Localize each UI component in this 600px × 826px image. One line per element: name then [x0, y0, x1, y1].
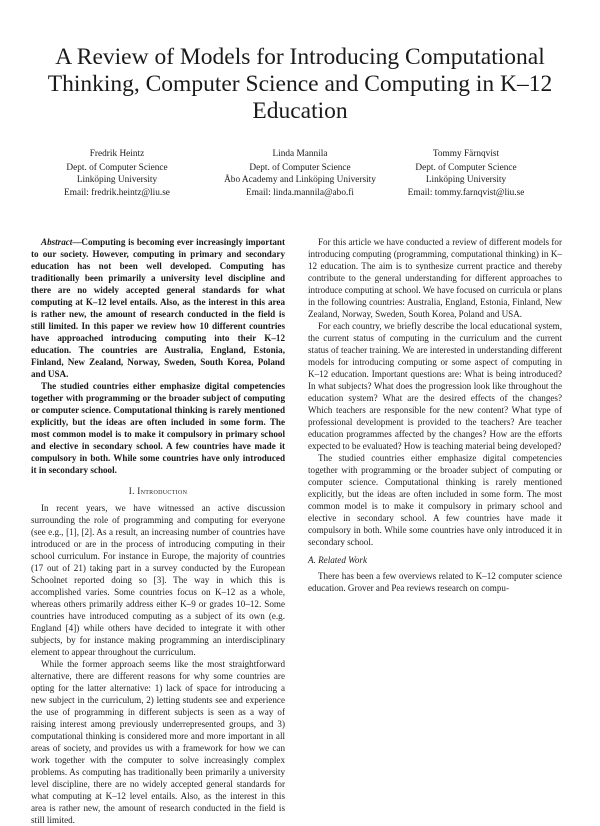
intro-paragraph-1: In recent years, we have witnessed an active discussion surrounding the role of programming and computing for everyone (see e.g., [1], [2]. As a result, an increasing number of countries have introduced or are in the process of introducing computing in their school curriculum. For instance in Europe, the majority of countries (17 out of 21) taking part in a survey conducted by the European Schoolnet reported doing so [3]. The way in which this is accomplished varies. Some countries focus on K–12 as a whole, whereas others primarily address either K–9 or grades 10–12. Some countries have introduced computing as a subject of its own (e.g. England [4]) while others have decided to integrate it with other subjects, by for instance making programming an interdisciplinary element to appear throughout the curriculum.: [31, 503, 285, 657]
intro-paragraph-2: While the former approach seems like the most straightforward alternative, there are different reasons for why some countries are opting for the latter alternative: 1) lack of space for introducing a new subject in the curriculum, 2) letting students see and experience the use of programming in different subjects is seen as a way of raising interest among previously underrepresented groups, and 3) computational thinking is considered more and more important in all areas of society, and provides us with a framework for how we can work together with the computer to solve increasingly complex problems. As computing has traditionally been primarily a university level discipline, there are no widely accepted general standards for what computing at K–12 level entails. Also, as the interest in this area is rather new, the amount of research conducted in the field is still limited.: [31, 659, 285, 825]
author-dept: Dept. of Computer Science: [249, 162, 351, 173]
paper-title: A Review of Models for Introducing Computational Thinking, Computer Science and Computing in K–12 Education: [47, 44, 553, 124]
intro-paragraph-5: The studied countries either emphasize digital competencies together with programming or the broader subject of computing or computer science. Computational thinking is rarely mentioned explicitly, but the ideas are often included in some form. The most common model is to make it compulsory in primary school and elective in secondary school. A few countries have made it compulsory in both. While some countries have only introduced it in secondary school.: [308, 453, 562, 547]
left-column: [31, 236, 285, 826]
abstract-paragraph-2: The studied countries either emphasize digital competencies together with programming or the broader subject of computing or computer science. Computational thinking is rarely mentioned explicitly, but the ideas are often included in some form. The most common model is to make it compulsory in primary school and elective in secondary school. A few countries have made it compulsory in both. While some countries have only introduced it in secondary school.: [31, 381, 285, 475]
abstract-text: —Computing is becoming ever increasingly important to our society. However, computing in primary and secondary education has not been well developed. Computing has traditionally been primarily a university level discipline and there are no widely accepted general standards for what computing at K–12 level entails. Also, as the interest in this area is rather new, the amount of research conducted in the field is still limited. In this paper we review how 10 different countries have approached introducing computing into their K–12 education. The countries are Australia, England, Estonia, Finland, New Zealand, Norway, Sweden, South Korea, Poland and USA.: [31, 237, 285, 379]
author-block-2: [215, 148, 385, 199]
author-dept: Dept. of Computer Science: [66, 162, 168, 173]
author-block-1: [32, 148, 202, 199]
author-dept: Dept. of Computer Science: [415, 162, 517, 173]
author-affiliation: Linköping University: [76, 175, 158, 185]
abstract-paragraph-1: [31, 236, 285, 380]
subsection-heading-related-work: A. Related Work: [308, 555, 368, 565]
author-name: Linda Mannila: [272, 149, 328, 159]
abstract-label: Abstract: [41, 237, 73, 247]
intro-paragraph-4: For each country, we briefly describe the local educational system, the current status of computing in the curriculum and the current status of teacher training. We are interested in understanding different models for introducing computing or some aspect of computing in K–12 education. Important questions are: What is being introduced? In what subjects? What does the progression look like throughout the education system? What are the desired effects of the changes? Which teachers are responsible for the new content? What type of professional development is provided to the teachers? Are teacher education programmes affected by the changes? How are the efforts expected to be evaluated? How is teaching material being developed?: [308, 321, 562, 451]
author-affiliation: Åbo Academy and Linköping University: [224, 175, 376, 185]
right-column: [308, 236, 562, 594]
author-name: Tommy Färnqvist: [432, 149, 500, 159]
author-email: Email: linda.mannila@abo.fi: [246, 187, 354, 198]
section-heading-introduction: I. Introduction: [128, 486, 188, 496]
author-affiliation: Linköping University: [425, 175, 507, 185]
related-work-paragraph-1: There has been a few overviews related to K–12 computer science education. Grover and Pea reviews research on compu-: [308, 571, 562, 593]
author-email: Email: fredrik.heintz@liu.se: [64, 187, 170, 198]
author-block-3: [381, 148, 551, 199]
author-email: Email: tommy.farnqvist@liu.se: [407, 187, 525, 198]
intro-paragraph-3: For this article we have conducted a review of different models for introducing computing (programming, computational thinking) in K–12 education. The aim is to synthesize current practice and thereby contribute to the general understanding for different approaches to introduce computing at school. We have focused on curricula or plans in the following countries: Australia, England, Estonia, Finland, New Zealand, Norway, Sweden, South Korea, Poland and USA.: [308, 237, 562, 319]
author-name: Fredrik Heintz: [89, 149, 145, 159]
